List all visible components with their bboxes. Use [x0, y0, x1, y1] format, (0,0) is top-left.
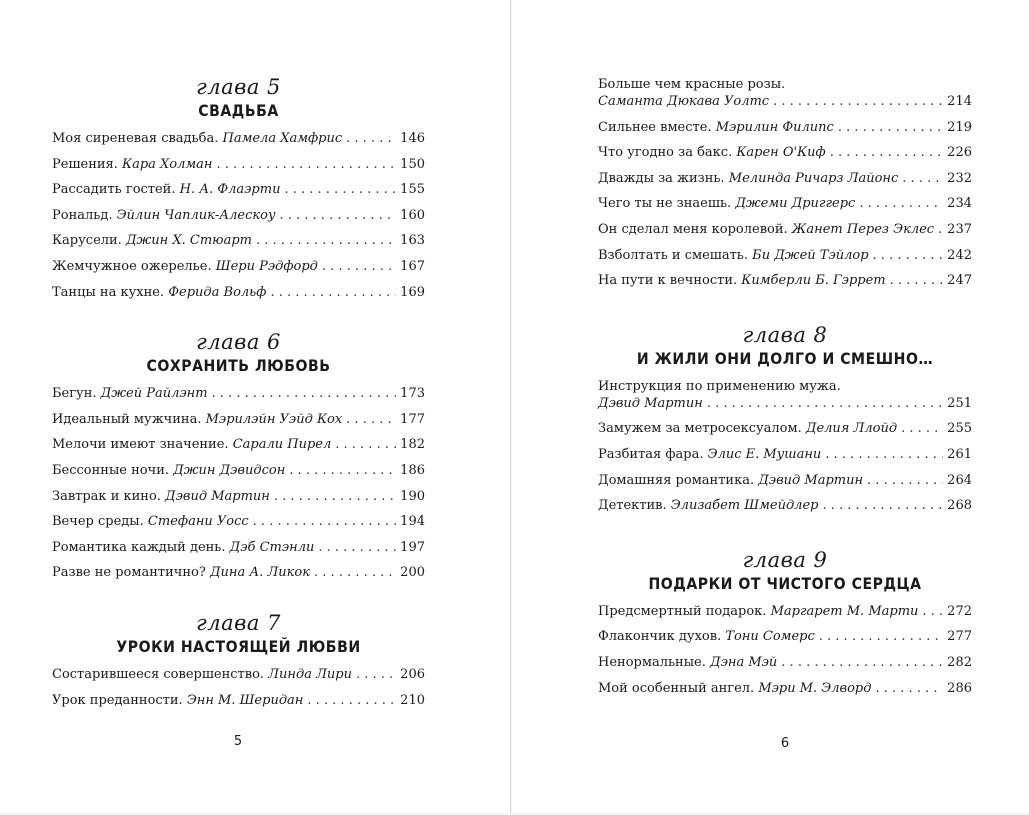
toc-entry	[52, 284, 425, 301]
dot-leader	[335, 436, 396, 453]
entry-title: На пути к вечности.	[598, 273, 738, 289]
dot-leader	[825, 446, 943, 463]
entry-title: Детектив.	[598, 498, 667, 514]
entry-author: Н. А. Флаэрти	[179, 182, 281, 198]
entry-title: Предсмертный подарок.	[598, 603, 767, 619]
entry-author: Джеми Дриггерс	[735, 196, 856, 212]
entry-author: Жанет Перез Эклес	[791, 221, 935, 237]
entry-author: Тони Сомерс	[725, 629, 815, 645]
entry-page-number: 261	[947, 446, 972, 462]
entry-author: Джин Дэвидсон	[173, 462, 286, 478]
entry-page-number: 173	[400, 386, 425, 402]
entry-title: Завтрак и кино.	[52, 488, 161, 504]
entry-author: Саманта Дюкава Уолтс	[598, 94, 770, 109]
entry-page-number: 255	[947, 421, 972, 437]
entry-author: Карен О'Киф	[736, 145, 826, 161]
entry-author: Джей Райлэнт	[100, 386, 208, 402]
toc-entry	[598, 497, 972, 514]
toc-entry	[52, 488, 425, 505]
entry-page-number: 226	[947, 145, 972, 161]
chapter-entries	[52, 385, 425, 581]
chapter-title: И ЖИЛИ ОНИ ДОЛГО И СМЕШНО…	[636, 348, 934, 368]
entry-author: Ферида Вольф	[168, 284, 267, 300]
dot-leader	[902, 170, 943, 187]
entry-author: Дэвид Мартин	[598, 395, 703, 411]
dot-leader	[356, 666, 396, 683]
entry-author: Кимберли Б. Гэррет	[741, 273, 886, 289]
right-page	[512, 0, 1029, 813]
continued-entries	[598, 76, 972, 289]
toc-entry	[52, 385, 425, 402]
entry-page-number: 155	[400, 182, 425, 198]
dot-leader	[270, 284, 396, 301]
toc-entry	[598, 446, 972, 463]
entry-author: Дина А. Ликок	[209, 565, 311, 581]
chapter-title: УРОКИ НАСТОЯЩЕЙ ЛЮБВИ	[116, 636, 361, 656]
chapter-entries	[598, 378, 972, 514]
entry-page-number: 277	[947, 629, 972, 645]
chapter-section	[52, 329, 425, 581]
dot-leader	[890, 272, 944, 289]
toc-entry	[598, 247, 972, 264]
entry-page-number: 197	[400, 539, 425, 555]
entry-page-number: 150	[400, 156, 425, 172]
entry-page-number: 177	[400, 411, 425, 427]
dot-leader	[922, 603, 943, 620]
entry-author: Элизабет Шмейдлер	[670, 498, 819, 514]
chapter-label: глава 5	[196, 75, 281, 99]
entry-title: Карусели.	[52, 233, 122, 249]
entry-author: Элис Е. Мушани	[707, 446, 822, 462]
entry-page-number: 219	[947, 119, 972, 135]
toc-entry	[52, 539, 425, 556]
entry-author: Мелинда Ричарз Лайонс	[728, 170, 899, 186]
entry-page-number: 234	[947, 196, 972, 212]
entry-title: Инструкция по применению мужа.	[598, 378, 841, 394]
toc-entry	[52, 232, 425, 249]
entry-page-number: 206	[400, 666, 425, 682]
chapter-section	[598, 547, 972, 697]
dot-leader	[773, 93, 943, 110]
entry-title: Он сделал меня королевой.	[598, 221, 788, 237]
entry-author: Мэри М. Элворд	[758, 680, 872, 696]
toc-entry	[598, 603, 972, 620]
toc-entry	[52, 462, 425, 479]
chapter-label: глава 9	[742, 547, 828, 572]
entry-page-number: 214	[947, 94, 972, 109]
entry-author: Дэвид Мартин	[165, 488, 270, 504]
toc-entry	[52, 564, 425, 581]
toc-entry	[598, 144, 972, 161]
entry-author: Маргарет М. Марти	[770, 603, 919, 619]
chapter-label: глава 6	[196, 330, 281, 355]
right-toc-column	[598, 76, 972, 705]
entry-title: Взболтать и смешать.	[598, 247, 749, 263]
entry-title: Мой особенный ангел.	[598, 680, 755, 696]
entry-page-number: 272	[947, 603, 972, 619]
toc-entry	[52, 436, 425, 453]
chapter-section	[598, 322, 972, 514]
entry-page-number: 169	[400, 284, 425, 300]
entry-author: Энн М. Шеридан	[186, 692, 304, 708]
dot-leader	[876, 680, 944, 697]
toc-entry	[52, 513, 425, 530]
left-page	[0, 0, 511, 813]
entry-page-number: 242	[947, 247, 972, 263]
entry-author: Джин Х. Стюарт	[125, 233, 253, 249]
toc-entry	[52, 207, 425, 224]
entry-author: Кара Холман	[122, 156, 213, 172]
toc-entry	[598, 654, 972, 671]
entry-page-number: 146	[400, 131, 425, 146]
entry-author: Дэвид Мартин	[758, 472, 864, 488]
entry-author: Мэрилэйн Уэйд Кох	[205, 411, 343, 427]
left-page-number: 5	[233, 734, 243, 749]
entry-page-number: 232	[947, 170, 972, 186]
toc-entry	[598, 272, 972, 289]
entry-page-number: 268	[947, 498, 972, 514]
entry-title: Бегун.	[52, 386, 97, 402]
toc-entry	[598, 472, 972, 489]
chapter-title: СВАДЬБА	[198, 101, 279, 120]
entry-page-number: 182	[400, 437, 425, 453]
entry-author: Дэб Стэнли	[229, 539, 315, 555]
toc-entry	[598, 378, 972, 412]
dot-leader	[822, 497, 943, 514]
chapter-entries	[52, 666, 425, 709]
entry-title: Жемчужное ожерелье.	[52, 258, 212, 274]
dot-leader	[279, 207, 396, 224]
toc-entry	[598, 221, 972, 238]
dot-leader	[938, 221, 943, 238]
chapter-label: глава 8	[742, 322, 828, 347]
chapter-title: СОХРАНИТЬ ЛЮБОВЬ	[146, 356, 331, 376]
entry-title: Танцы на кухне.	[52, 284, 165, 300]
entry-page-number: 251	[947, 395, 972, 411]
entry-author: Мэрилин Филипс	[715, 119, 834, 135]
entry-page-number: 163	[400, 233, 425, 249]
toc-entry	[598, 628, 972, 645]
entry-title: Больше чем красные розы.	[598, 77, 786, 92]
entry-page-number: 237	[947, 221, 972, 237]
entry-author: Шери Рэдфорд	[215, 258, 318, 274]
toc-entry	[598, 420, 972, 437]
entry-page-number: 282	[947, 654, 972, 670]
entry-title: Замужем за метросексуалом.	[598, 421, 802, 437]
entry-title: Разбитая фара.	[598, 446, 704, 462]
chapter-label: глава 7	[196, 610, 281, 635]
chapter-section	[52, 610, 425, 709]
dot-leader	[274, 488, 396, 505]
entry-title: Дважды за жизнь.	[598, 170, 725, 186]
toc-entry	[52, 181, 425, 198]
entry-author: Делия Ллойд	[805, 421, 898, 437]
entry-title: Разве не романтично?	[52, 565, 206, 581]
entry-title: Моя сиреневая свадьба.	[52, 131, 219, 146]
entry-title: Романтика каждый день.	[52, 539, 226, 555]
left-toc-column	[52, 74, 425, 717]
toc-entry	[52, 156, 425, 173]
dot-leader	[322, 258, 396, 275]
entry-author: Би Джей Тэйлор	[752, 247, 869, 263]
entry-page-number: 200	[400, 565, 425, 581]
entry-title: Чего ты не знаешь.	[598, 196, 732, 212]
toc-entry	[598, 195, 972, 212]
toc-entry	[598, 76, 972, 110]
entry-title: Решения.	[52, 156, 118, 172]
entry-title: Состарившееся совершенство.	[52, 666, 265, 682]
dot-leader	[873, 247, 944, 264]
entry-page-number: 186	[400, 462, 425, 478]
dot-leader	[781, 654, 943, 671]
entry-page-number: 194	[400, 514, 425, 530]
dot-leader	[314, 564, 396, 581]
entry-author: Линда Лири	[268, 666, 352, 682]
entry-title: Сильнее вместе.	[598, 119, 712, 135]
dot-leader	[838, 119, 943, 136]
dot-leader	[867, 472, 943, 489]
entry-title: Мелочи имеют значение.	[52, 437, 229, 453]
entry-page-number: 286	[947, 680, 972, 696]
entry-title: Флакончик духов.	[598, 629, 722, 645]
dot-leader	[346, 411, 396, 428]
chapter-entries	[52, 130, 425, 301]
entry-title: Урок преданности.	[52, 692, 183, 708]
entry-page-number: 160	[400, 207, 425, 223]
entry-title: Домашняя романтика.	[598, 472, 755, 488]
entry-author: Стефани Уосс	[147, 514, 249, 530]
dot-leader	[901, 420, 943, 437]
dot-leader	[217, 156, 397, 173]
toc-entry	[598, 680, 972, 697]
toc-entry	[52, 411, 425, 428]
toc-entry	[598, 170, 972, 187]
chapter-entries	[598, 603, 972, 697]
dot-leader	[346, 130, 396, 147]
entry-title: Бессонные ночи.	[52, 462, 170, 478]
entry-page-number: 264	[947, 472, 972, 488]
dot-leader	[284, 181, 396, 198]
entry-author: Дэна Мэй	[710, 654, 778, 670]
dot-leader	[307, 692, 396, 709]
dot-leader	[819, 628, 943, 645]
entry-author: Памела Хамфрис	[222, 131, 343, 146]
entry-page-number: 210	[400, 692, 425, 708]
entry-page-number: 167	[400, 258, 425, 274]
toc-entry	[52, 692, 425, 709]
entry-title: Вечер среды.	[52, 514, 144, 530]
dot-leader	[253, 513, 397, 530]
dot-leader	[212, 385, 397, 402]
dot-leader	[289, 462, 396, 479]
entry-author: Сарали Пирел	[232, 437, 332, 453]
dot-leader	[707, 395, 943, 412]
chapter-title: ПОДАРКИ ОТ ЧИСТОГО СЕРДЦА	[648, 573, 922, 593]
dot-leader	[859, 195, 943, 212]
entry-title: Идеальный мужчина.	[52, 411, 202, 427]
toc-entry	[52, 258, 425, 275]
entry-page-number: 247	[947, 273, 972, 289]
entry-title: Ненормальные.	[598, 654, 706, 670]
dot-leader	[830, 144, 943, 161]
entry-title: Что угодно за бакс.	[598, 145, 733, 161]
toc-entry	[52, 666, 425, 683]
entry-title: Рональд.	[52, 207, 113, 223]
dot-leader	[318, 539, 396, 556]
entry-page-number: 190	[400, 488, 425, 504]
chapter-section	[52, 74, 425, 301]
toc-entry	[598, 119, 972, 136]
entry-title: Рассадить гостей.	[52, 182, 176, 198]
dot-leader	[256, 232, 396, 249]
right-page-number: 6	[780, 736, 790, 751]
toc-entry	[52, 130, 425, 147]
entry-author: Эйлин Чаплик-Алескоу	[116, 207, 276, 223]
